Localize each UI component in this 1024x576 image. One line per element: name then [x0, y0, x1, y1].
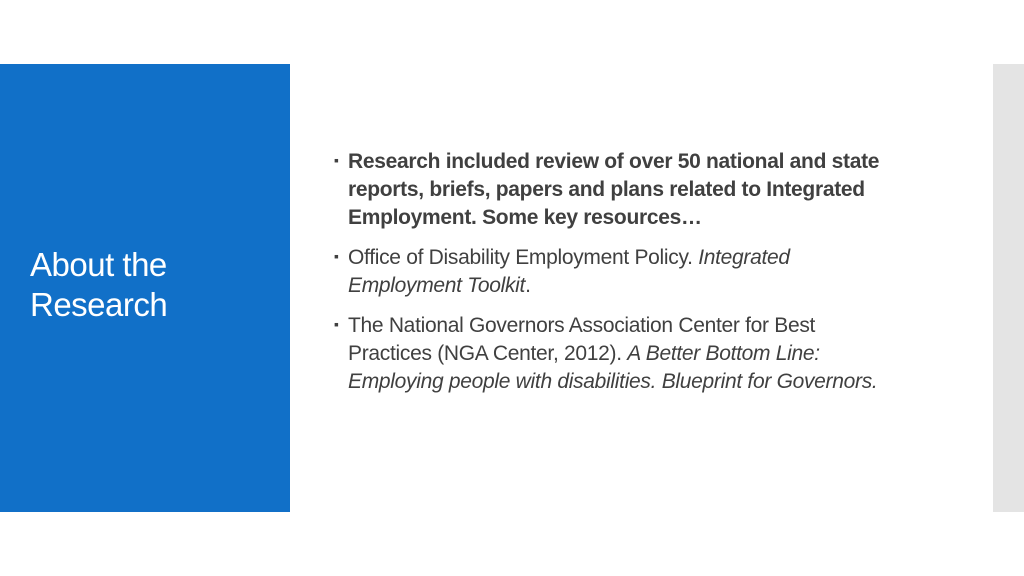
slide-title: About the Research — [30, 246, 168, 323]
bullet-list — [334, 148, 904, 408]
bullet-item — [334, 244, 904, 300]
bullet-text: Office of Disability Employment Policy. — [348, 246, 699, 269]
bullet-text: The National Governors Association Center for Best Practices (NGA Center, 2012). — [348, 314, 816, 365]
bullet-icon: ▪ — [334, 248, 339, 264]
bullet-icon: ▪ — [334, 152, 339, 168]
bullet-citation-title: Integrated Employment Toolkit — [348, 246, 790, 297]
bullet-icon: ▪ — [334, 316, 339, 332]
bullet-item — [334, 312, 904, 396]
side-bar — [993, 64, 1024, 512]
bullet-text: Research included review of over 50 national and state reports, briefs, papers and plans related to Integrated Employment. Some key resources… — [348, 150, 880, 229]
bullet-text-end: . — [525, 274, 531, 297]
bullet-citation-title: A Better Bottom Line: Employing people with disabilities. Blueprint for Governors. — [348, 342, 878, 393]
bullet-item — [334, 148, 904, 232]
